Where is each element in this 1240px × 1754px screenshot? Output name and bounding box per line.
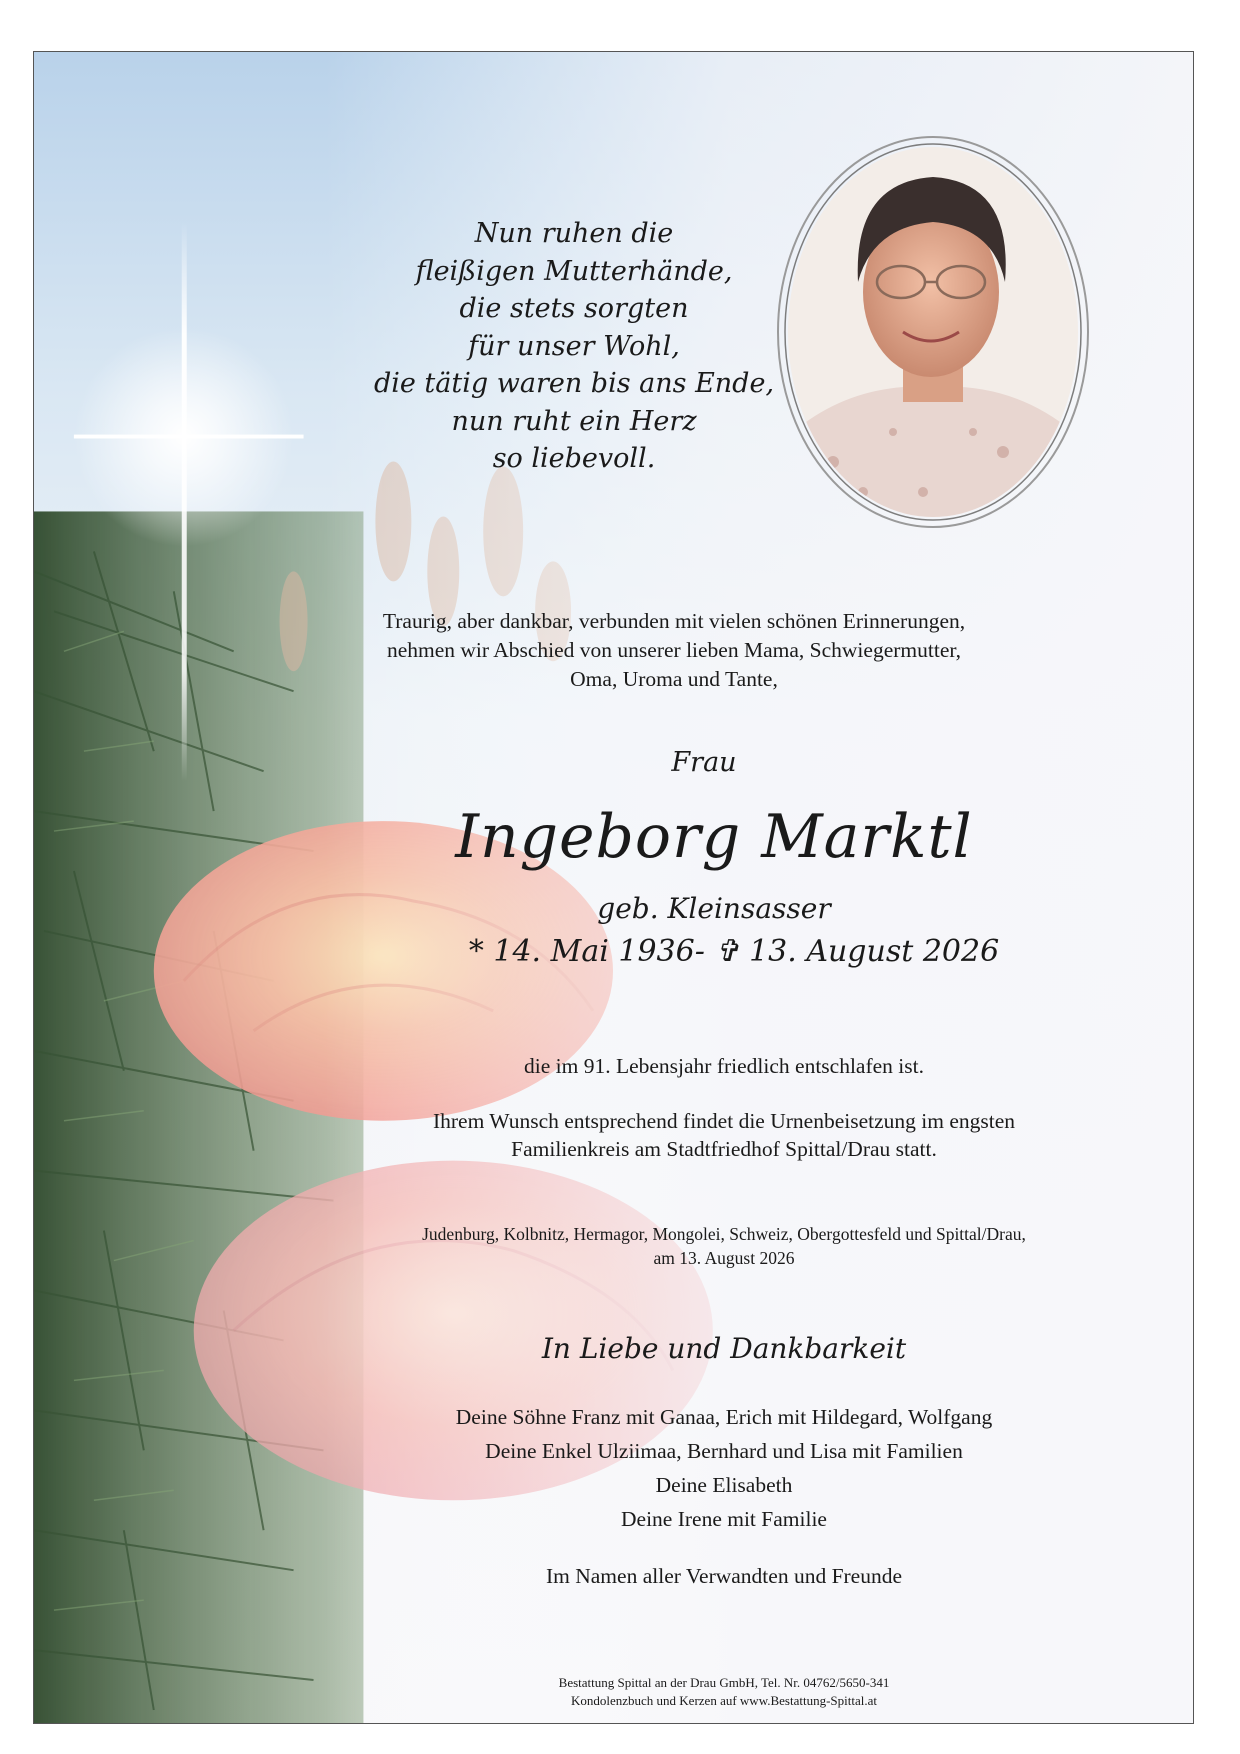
date-separator: - (694, 934, 705, 969)
poem-line: die stets sorgten (459, 293, 689, 324)
life-dates (384, 932, 1084, 972)
passed-away-text: die im 91. Lebensjahr friedlich entschlafen ist. (523, 1054, 924, 1078)
family-list (364, 1400, 1084, 1536)
ceremony-line: Ihrem Wunsch entsprechend findet die Urnenbeisetzung im engsten (432, 1109, 1016, 1133)
footer-funeral-home (434, 1674, 1014, 1710)
places-line: Judenburg, Kolbnitz, Hermagor, Mongolei, Schweiz, Obergottesfeld und Spittal/Drau, (422, 1224, 1026, 1244)
footer-line: Bestattung Spittal an der Drau GmbH, Tel. Nr. 04762/5650-341 (558, 1675, 890, 1690)
birth-date: 14. Mai 1936 (493, 934, 695, 969)
birth-symbol: * (468, 934, 484, 969)
footer-link[interactable]: Kondolenzbuch und Kerzen auf www.Bestattung-Spittal.at (570, 1693, 878, 1708)
family-member: Deine Söhne Franz mit Ganaa, Erich mit Hildegard, Wolfgang (455, 1405, 993, 1429)
on-behalf-text: Im Namen aller Verwandten und Freunde (545, 1564, 903, 1588)
ceremony-text (334, 1107, 1114, 1163)
intro-line: Traurig, aber dankbar, verbunden mit vielen schönen Erinnerungen, (382, 609, 966, 633)
places-date (314, 1222, 1134, 1270)
honorific: Frau (671, 747, 737, 778)
poem-line: für unser Wohl, (468, 330, 680, 362)
portrait-photo (773, 132, 1093, 532)
ceremony-line: Familienkreis am Stadtfriedhof Spittal/Drau statt. (511, 1137, 937, 1161)
closing-phrase: In Liebe und Dankbarkeit (541, 1332, 907, 1365)
family-member: Deine Irene mit Familie (621, 1507, 827, 1531)
family-member: Deine Enkel Ulziimaa, Bernhard und Lisa mit Familien (485, 1439, 963, 1463)
poem-line: so liebevoll. (492, 443, 656, 474)
poem-line: Nun ruhen die (474, 218, 674, 249)
intro-text (324, 607, 1024, 694)
family-member: Deine Elisabeth (655, 1473, 793, 1497)
death-date: 13. August 2026 (749, 934, 1000, 969)
poem-verse (364, 215, 784, 478)
date-line: am 13. August 2026 (653, 1248, 795, 1268)
poem-line: nun ruht ein Herz (451, 405, 697, 437)
intro-line: nehmen wir Abschied von unserer lieben Mama, Schwiegermutter, (386, 638, 962, 662)
cross-icon: ✞ (714, 934, 740, 969)
obituary-card (33, 51, 1194, 1724)
poem-line: fleißigen Mutterhände, (415, 255, 733, 287)
maiden-name: geb. Kleinsasser (597, 892, 831, 925)
intro-line: Oma, Uroma und Tante, (570, 667, 778, 691)
deceased-name: Ingeborg Marktl (455, 802, 973, 872)
poem-line: die tätig waren bis ans Ende, (373, 368, 775, 399)
